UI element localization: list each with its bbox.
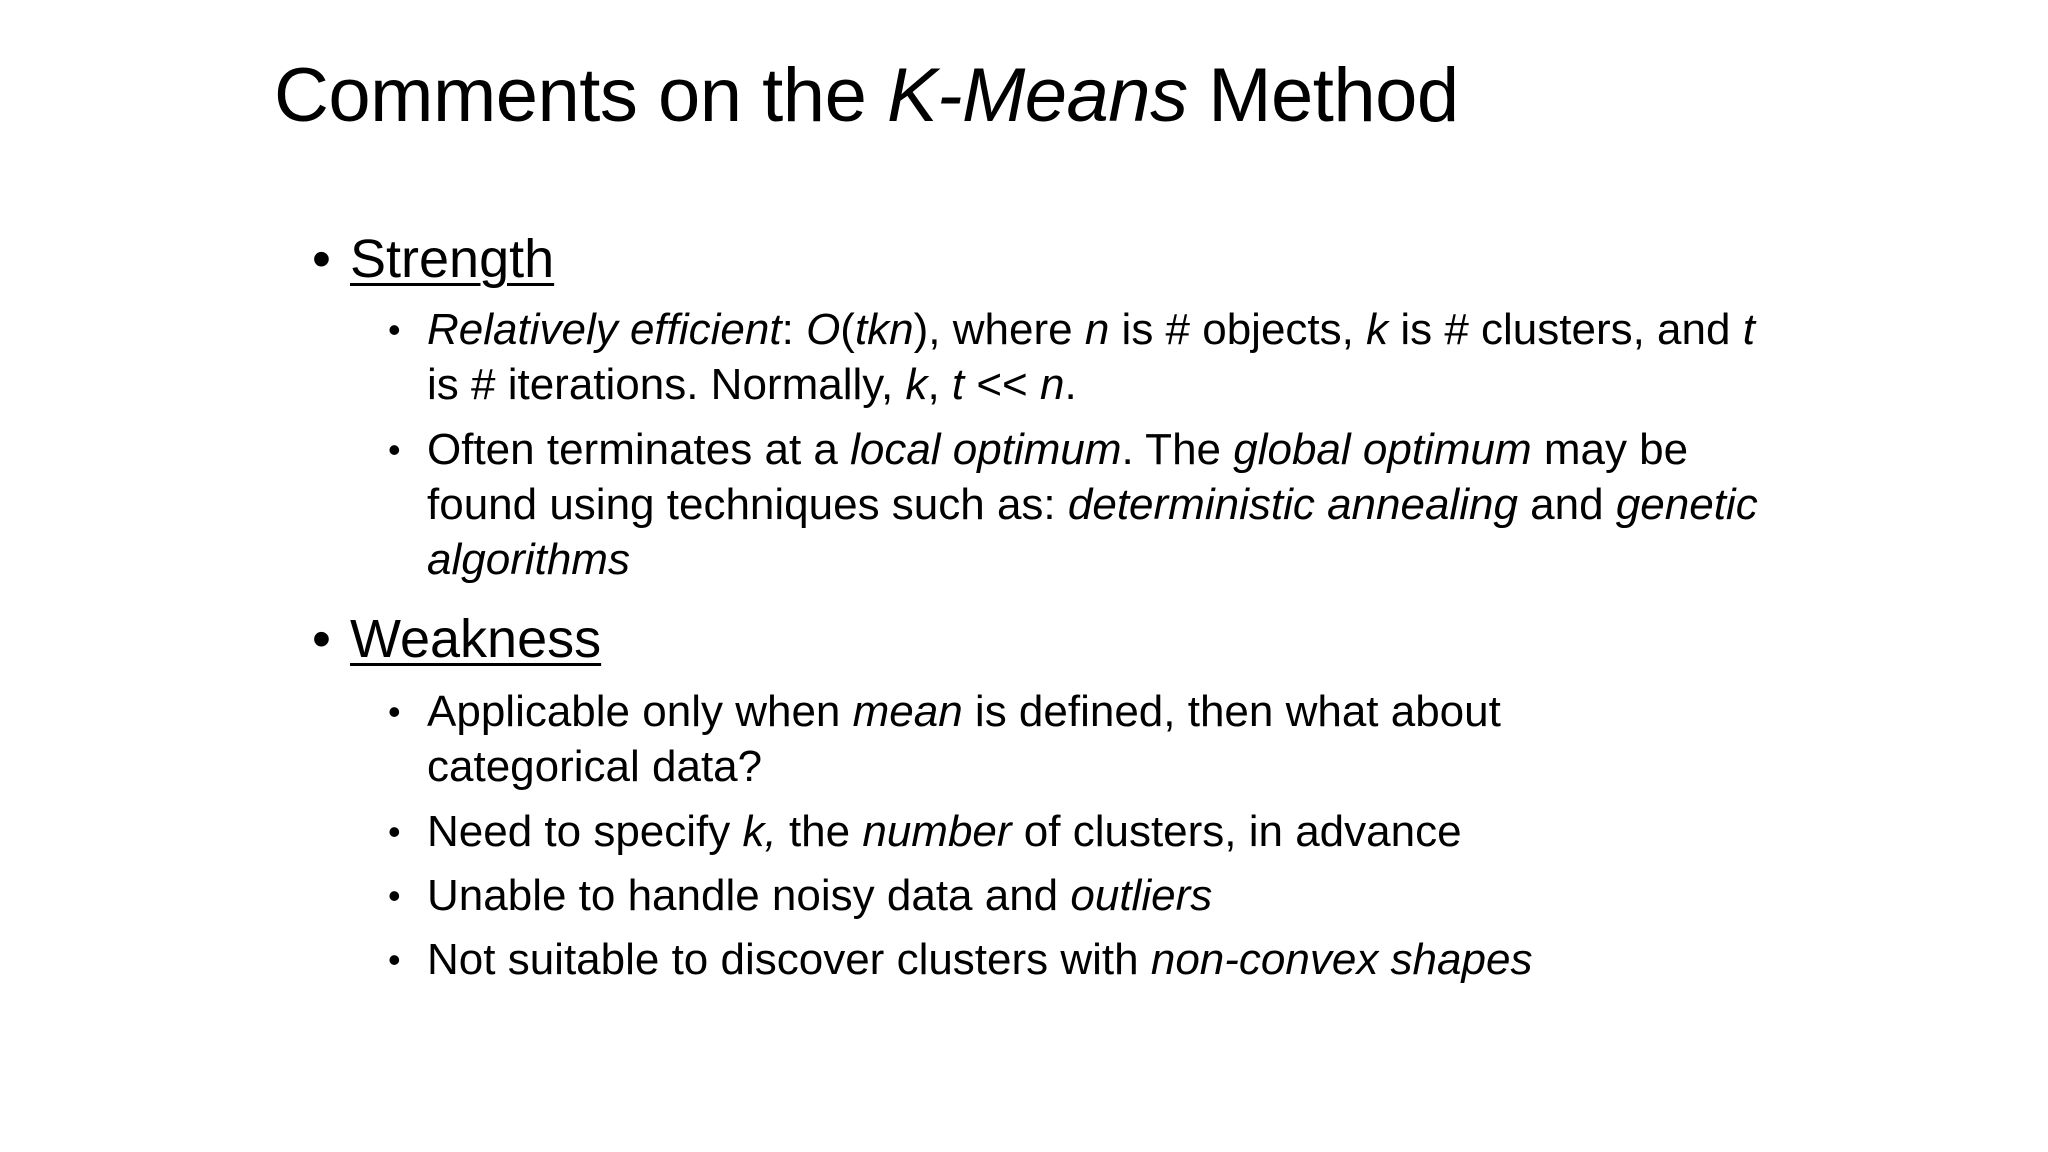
text-run: << (964, 360, 1040, 409)
italic-text: outliers (1070, 871, 1213, 920)
strength-item (388, 422, 1768, 587)
italic-text: k (1366, 305, 1389, 354)
text-run: the (776, 807, 863, 856)
strength-item (388, 302, 1768, 412)
slide-title (274, 50, 1459, 141)
text-run: is defined, then what about categorical data? (427, 687, 1501, 791)
text-run: Applicable only when (427, 687, 853, 736)
text-run: Often terminates at a (427, 425, 851, 474)
italic-text: n (1084, 305, 1110, 354)
bullet-icon: • (388, 875, 401, 916)
text-run: is # iterations. Normally, (427, 360, 906, 409)
weakness-item (388, 804, 1768, 859)
italic-text: non-convex shapes (1150, 935, 1533, 984)
text-run: Need to specify (427, 807, 743, 856)
bullet-icon: • (388, 939, 401, 980)
title-prefix: Comments on the (274, 53, 887, 138)
italic-text: local optimum (850, 425, 1122, 474)
weakness-item-text (427, 684, 1657, 794)
italic-text: t (1742, 305, 1755, 354)
bullet-icon: • (312, 609, 331, 669)
bullet-icon: • (388, 691, 401, 732)
title-suffix: Method (1187, 53, 1459, 138)
italic-text: n (1039, 360, 1065, 409)
italic-text: number (862, 807, 1012, 856)
text-run: is # clusters, and (1388, 305, 1743, 354)
text-run: ( (840, 305, 855, 354)
text-run: . The (1121, 425, 1234, 474)
strength-item-text (427, 422, 1768, 587)
text-run: Not suitable to discover clusters with (427, 935, 1151, 984)
bullet-icon: • (388, 429, 401, 470)
italic-text: t (951, 360, 965, 409)
italic-text: mean (852, 687, 963, 736)
weakness-item (388, 868, 1768, 923)
text-run: is # objects, (1109, 305, 1367, 354)
italic-text: k (905, 360, 928, 409)
italic-text: global optimum (1233, 425, 1532, 474)
strength-heading: Strength (350, 229, 555, 289)
text-run: , (927, 360, 952, 409)
bullet-icon: • (312, 229, 331, 289)
weakness-item (388, 932, 1768, 987)
weakness-item-text (427, 868, 1768, 923)
italic-text: O (806, 305, 841, 354)
italic-text: tkn (854, 305, 914, 354)
weakness-item (388, 684, 1768, 794)
italic-text: Relatively efficient (427, 305, 782, 354)
bullet-icon: • (388, 309, 401, 350)
bullet-icon: • (388, 811, 401, 852)
text-run: of clusters, in advance (1011, 807, 1462, 856)
italic-text: genetic algorithms (427, 480, 1758, 584)
text-run: ), where (913, 305, 1085, 354)
title-italic: K-Means (886, 53, 1188, 138)
text-run: : (781, 305, 807, 354)
weakness-item-text (427, 804, 1768, 859)
text-run: and (1517, 480, 1616, 529)
weakness-heading: Weakness (350, 609, 602, 669)
text-run: . (1064, 360, 1077, 409)
italic-text: k, (742, 807, 777, 856)
text-run: Unable to handle noisy data and (427, 871, 1071, 920)
weakness-item-text (427, 932, 1768, 987)
text-run: may be found using techniques such as: (427, 425, 1689, 529)
strength-item-text (427, 302, 1768, 412)
italic-text: deterministic annealing (1067, 480, 1518, 529)
